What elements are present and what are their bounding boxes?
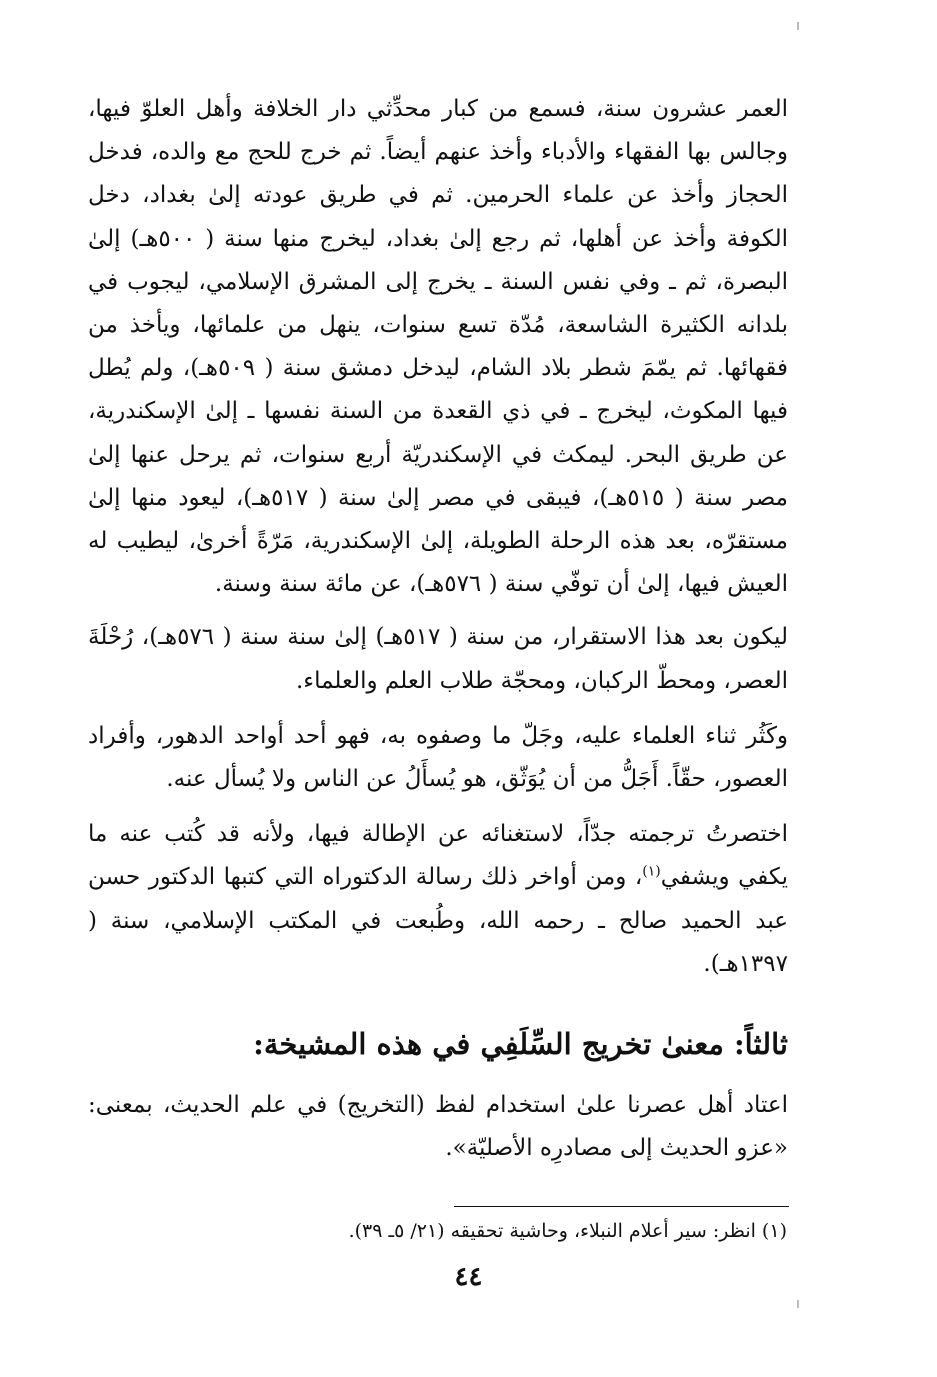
paragraph-settlement: ليكون بعد هذا الاستقرار، من سنة ( ٥١٧هـ) إلىٰ سنة سنة ( ٥٧٦هـ)، رُحْلَةَ العصر، ومحطّ الركبان، ومحجّة طلاب العلم والعلماء. [88, 624, 788, 694]
page-body [88, 88, 788, 1170]
paragraph-biography: العمر عشرون سنة، فسمع من كبار محدِّثي دار الخلافة وأهل العلوّ فيها، وجالس بها الفقهاء والأدباء وأخذ عنهم أيضاً. ثم خرج للحج مع والده، فدخل الحجاز وأخذ عن علماء الحرمين. ثم في طريق عودته إلىٰ بغداد، دخل الكوفة وأخذ عن أهلها، ثم رجع إلىٰ بغداد، ليخرج منها سنة ( ٥٠٠هـ) إلىٰ البصرة، ثم ـ وفي نفس السنة ـ يخرج إلى المشرق الإسلامي، ليجوب في بلدانه الكثيرة الشاسعة، مُدّة تسع سنوات، ينهل من علمائها، ويأخذ من فقهائها. ثم يمّمَ شطر بلاد الشام، ليدخل دمشق سنة ( ٥٠٩هـ)، ولم يُطل فيها المكوث، ليخرج ـ في ذي القعدة من السنة نفسها ـ إلىٰ الإسكندرية، عن طريق البحر. ليمكث في الإسكندريّة أربع سنوات، ثم يرحل عنها إلىٰ مصر سنة ( ٥١٥هـ)، فيبقى في مصر إلىٰ سنة ( ٥١٧هـ)، ليعود منها إلىٰ مستقرّه، بعد هذه الرحلة الطويلة، إلىٰ الإسكندرية، مَرّةً أخرىٰ، ليطيب له العيش فيها، إلىٰ أن توفّي سنة ( ٥٧٦هـ)، عن مائة سنة وسنة. [88, 96, 789, 598]
paragraph-summary-text-start: اختصرتُ ترجمته جدّاً، لاستغنائه عن الإطالة فيها، ولأنه قد كُتب عنه ما يكفي ويشفي [88, 821, 788, 891]
section-heading: ثالثاً: معنىٰ تخريج السِّلَفِي في هذه المشيخة: [253, 1027, 788, 1062]
paragraph-summary [88, 813, 788, 986]
paragraph-summary-text-end: ، ومن أواخر ذلك رسالة الدكتوراه التي كتبها الدكتور حسن عبد الحميد صالح ـ رحمه الله، وطُبعت في المكتب الإسلامي، سنة ( ١٣٩٧هـ). [88, 864, 788, 977]
paragraph-praise: وكَثُر ثناء العلماء عليه، وجَلّ ما وصفوه به، فهو أحد أواحد الدهور، وأفراد العصور، حقّاً. أَجَلُّ من أن يُوَثّق، هو يُسأَلُ عن الناس ولا يُسأل عنه. [88, 722, 788, 793]
footnote-reference[interactable]: (١) [642, 863, 661, 880]
paragraph-definition: اعتاد أهل عصرنا علىٰ استخدام لفظ (التخريج) في علم الحديث، بمعنى: «عزو الحديث إلى مصادرِه الأصليّة». [88, 1092, 788, 1162]
footnote-text: (١) انظر: سير أعلام النبلاء، وحاشية تحقيقه (٢١/ ٥ـ ٣٩). [348, 1220, 787, 1242]
scan-mark-bottom [797, 1300, 799, 1308]
page-number: ٤٤ [454, 1262, 483, 1292]
footnote-divider [454, 1206, 789, 1207]
scan-mark-top [797, 22, 799, 30]
